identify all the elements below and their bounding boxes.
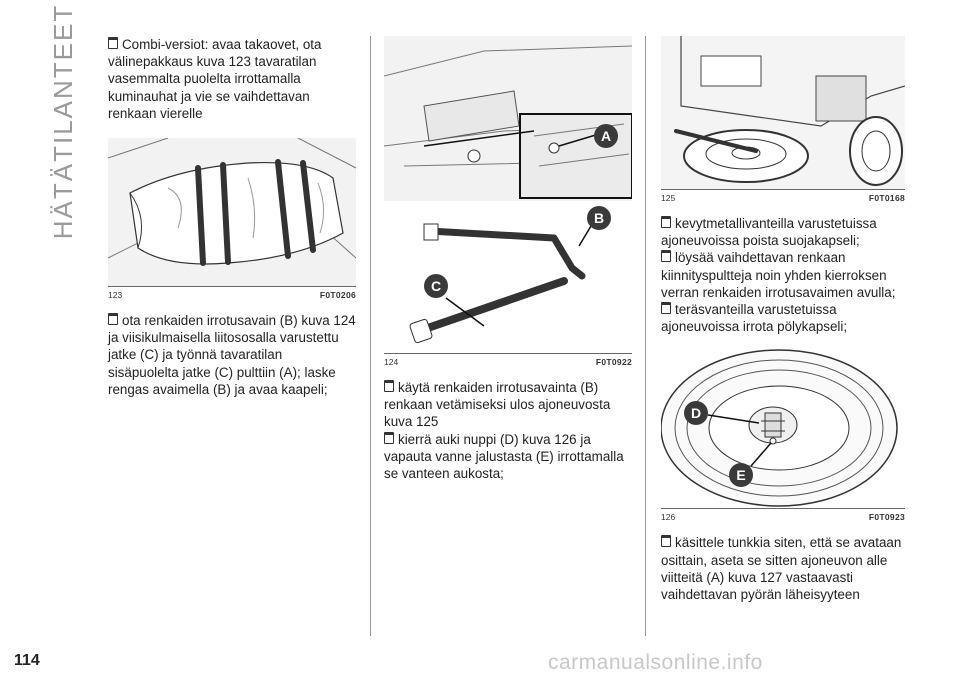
figure-caption: 125 F0T0168 — [661, 193, 905, 203]
wrench-extension-illustration — [384, 36, 632, 353]
column-2 — [384, 36, 632, 482]
step-bullet-icon — [384, 432, 394, 444]
step-bullet-icon — [661, 250, 671, 262]
callout-label-b: B — [593, 210, 605, 226]
callout-label-a: A — [600, 128, 612, 144]
instruction-paragraph: kierrä auki nuppi (D) kuva 126 ja vapauta vanne jalustasta (E) irrottamalla se vanteen aukosta; — [384, 431, 624, 482]
figure-caption: 124 F0T0922 — [384, 357, 632, 367]
spare-wheel-detail-illustration — [661, 343, 905, 508]
instruction-paragraph: Combi-versiot: avaa takaovet, ota välinepakkaus kuva 123 tavaratilan vasemmalta puolelta irrottamalla kuminauhat ja vie se vaihdettavan renkaan vierelle — [108, 37, 322, 121]
figure-123 — [108, 138, 356, 287]
callout-label-d: D — [690, 405, 702, 422]
instruction-paragraph: löysää vaihdettavan renkaan kiinnityspultteja noin yhden kierroksen verran renkaiden irrotusavaimen avulla; — [661, 250, 896, 300]
step-bullet-icon — [108, 313, 118, 325]
figure-124 — [384, 36, 632, 354]
callout-label-c: C — [430, 278, 442, 294]
figure-caption: 126 F0T0923 — [661, 512, 905, 523]
step-bullet-icon — [384, 380, 394, 392]
step-bullet-icon — [661, 535, 671, 547]
spare-wheel-removal-illustration — [661, 36, 905, 189]
step-bullet-icon — [661, 216, 671, 228]
figure-126 — [661, 343, 905, 509]
figure-caption: 123 F0T0206 — [108, 290, 356, 301]
column-divider — [645, 36, 646, 636]
instruction-paragraph: käsittele tunkkia siten, että se avataan osittain, aseta se sitten ajoneuvon alle viitteitä (A) kuva 127 vastaavasti vaihdettavan pyörän läheisyyteen — [661, 535, 902, 603]
step-bullet-icon — [661, 302, 671, 314]
column-divider — [370, 36, 371, 636]
instruction-paragraph: kevytmetallivanteilla varustetuissa ajoneuvoissa poista suojakapseli; — [661, 216, 877, 249]
watermark: carmanualsonline.info — [548, 651, 763, 674]
column-1 — [108, 36, 356, 398]
instruction-paragraph: ota renkaiden irrotusavain (B) kuva 124 ja viisikulmaisella liitososalla varustettu jatke (C) ja työnnä tavaratilan sisäpuolelta jatke (C) pulttiin (A); laske rengas avaimella (B) ja avaa kaapeli; — [108, 313, 356, 397]
figure-125 — [661, 36, 905, 190]
instruction-paragraph: käytä renkaiden irrotusavainta (B) renkaan vetämiseksi ulos ajoneuvosta kuva 125 — [384, 380, 611, 430]
step-bullet-icon — [108, 37, 118, 49]
page-number: 114 — [14, 652, 40, 669]
section-title: HÄTÄTILANTEET — [48, 3, 79, 239]
callout-label-e: E — [736, 467, 746, 484]
tool-bag-illustration — [108, 138, 356, 286]
column-3 — [661, 36, 905, 603]
instruction-paragraph: teräsvanteilla varustetuissa ajoneuvoissa irrota pölykapseli; — [661, 302, 848, 335]
